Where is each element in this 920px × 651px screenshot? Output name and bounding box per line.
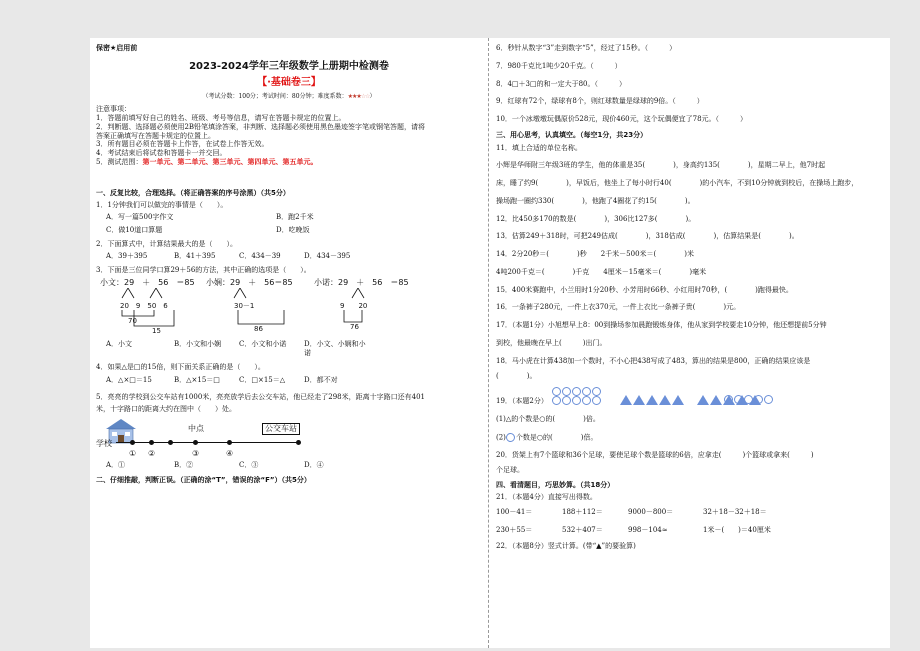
fill-question: 13．估算249＋318时，可把249估成( )，318估成( )，估算结果是( )。 <box>496 232 799 241</box>
option[interactable]: B．小文和小娴 <box>174 339 222 348</box>
option[interactable]: C．小文和小诺 <box>239 339 287 348</box>
fill-question: 12．比450多170的数是( )，306比127多( )。 <box>496 214 696 223</box>
note-line: 1．答题前填写好自己的姓名、班级、考号等信息，请写在答题卡规定的位置上。 <box>96 114 346 122</box>
fill-question: ( )。 <box>496 372 537 381</box>
note-line: 3．所有题目必须在答题卡上作答，在试卷上作答无效。 <box>96 140 269 149</box>
difficulty-stars-icon: ★★★☆☆ <box>347 92 370 100</box>
marker-1: ① <box>129 449 137 459</box>
fill-question: 11．填上合适的单位名称。 <box>496 143 582 152</box>
q5-options <box>96 461 482 470</box>
section-2-heading: 二、仔细推敲，判断正误。（正确的涂“T”，错误的涂“F”）（共5分） <box>96 476 311 484</box>
exam-subtitle: 【·基础卷三】 <box>257 77 321 89</box>
route-line <box>116 442 298 443</box>
right-page <box>496 44 886 550</box>
section-3-heading: 三、用心思考，认真填空。（每空1分，共23分） <box>496 130 648 139</box>
question-5-cont: 米，十字路口的距离大约在图中（ ）处。 <box>96 404 236 413</box>
fill-question: 小辉是华师附三年级3班的学生，他的体重是35( )，身高约135( )，星期二早上，他7时起 <box>496 161 826 170</box>
q3-methods-diagram <box>96 278 482 334</box>
note-line: 答案正确填写在答题卡规定的位置上。 <box>96 131 215 140</box>
question-21: 21．（本题4分）直接写出得数。 <box>496 493 597 502</box>
option[interactable]: B．△×15＝□ <box>174 376 220 384</box>
q4-options <box>96 376 482 385</box>
option[interactable]: C．434－39 <box>239 252 281 261</box>
tf-question: 9．红球有72个，绿球有8个，则红球数量是绿球的9倍。（ ） <box>496 97 704 106</box>
question-22: 22．（本题8分）竖式计算。(带“▲”的要验算) <box>496 541 636 550</box>
fill-question: 床，睡了约9( )，早饭后，他坐上了每小时行40( )的小汽车，不到10分钟就到校后，在操场上跑步， <box>496 179 859 187</box>
column-divider <box>488 38 489 648</box>
option[interactable]: B．② <box>174 461 194 470</box>
tf-question: 8．4□＋3□的和一定大于80。（ ） <box>496 79 626 88</box>
fill-question: 16．一条裤子280元，一件上衣370元，一件上衣比一条裤子贵( )元。 <box>496 303 741 312</box>
midpoint-label: 中点 <box>188 424 204 434</box>
note-line: 4．考试结束后将试卷和答题卡一并交回。 <box>96 149 227 157</box>
point <box>149 440 154 445</box>
option[interactable]: D．434－395 <box>304 252 351 261</box>
question-20: 20．货架上有7个篮球和36个足球，要使足球个数是篮球的6倍，应拿走( )个篮球或拿来( ) <box>496 451 814 459</box>
question-3: 3．下面是三位同学口算29＋56的方法，其中正确的选项是（ ）。 <box>96 266 311 274</box>
note-line: 5．测试范围：第一单元、第二单元、第三单元、第四单元、第五单元。 <box>96 157 318 166</box>
notes-title: 注意事项： <box>96 105 131 114</box>
smiley-figure <box>724 395 774 404</box>
q19-part-1: (1)△的个数是○的( )倍。 <box>496 415 600 423</box>
circles-figure <box>552 387 612 405</box>
q5-route-diagram <box>96 417 482 461</box>
marker-3: ③ <box>192 449 200 459</box>
point <box>193 440 198 445</box>
tf-question: 10．一个冰墩墩玩偶原价528元，现价460元，这个玩偶便宜了78元。（ ） <box>496 115 748 123</box>
fill-question: 14．2分20秒＝( )秒 2千米－500米＝( )米 <box>496 250 695 258</box>
option[interactable]: D．都不对 <box>304 376 338 384</box>
marker-2: ② <box>148 449 156 459</box>
option[interactable]: B．41＋395 <box>174 252 216 261</box>
option[interactable]: A．39＋395 <box>106 252 148 261</box>
option[interactable]: C．□×15＝△ <box>239 376 286 384</box>
secret-label: 保密★启用前 <box>96 44 138 52</box>
question-5: 5．亮亮的学校到公交车站有1000米，亮亮放学后去公交车站，他已经走了298米，距离十字路口还有401 <box>96 392 425 401</box>
note-line: 2．判断题、选择题必须使用2B铅笔填涂答案，非判断、选择题必须使用黑色墨迹签字笔或钢笔答题，请将 <box>96 122 426 131</box>
question-20-cont: 个足球。 <box>496 465 524 474</box>
exam-info: （考试分数：100分；考试时间：80分钟；难度系数：★★★☆☆） <box>202 92 376 100</box>
question-19: 19．（本题2分） <box>496 387 886 411</box>
fill-question: 操场跑一圈约330( )，他跑了4圈花了约15( )。 <box>496 196 695 205</box>
exam-title: 2023-2024学年三年级数学上册期中检测卷 <box>189 60 389 72</box>
calc-row: 100－41＝ 188＋112＝ 9000－800＝ 32＋18－32＋18＝ <box>496 508 767 516</box>
option[interactable]: D．吃晚饭 <box>276 225 310 234</box>
option[interactable]: A．小文 <box>106 339 133 348</box>
method-xiaoxian: 小娴：29 ＋ 56＝85 30－1 86 <box>206 277 293 333</box>
tf-question: 6．秒针从数字“3”走到数字“5”，经过了15秒。（ ） <box>496 44 677 52</box>
marker-4: ④ <box>226 449 234 459</box>
q19-part-2: (2) 个数是○的( )倍。 <box>496 433 598 442</box>
question-4: 4．如果△是□的15倍，则下面关系正确的是（ ）。 <box>96 363 265 372</box>
q3-options <box>96 340 482 358</box>
option[interactable]: A．① <box>106 461 126 470</box>
option[interactable]: A．△×□＝15 <box>106 376 152 384</box>
q1-options <box>96 213 482 235</box>
point <box>296 440 301 445</box>
option[interactable]: C．做10道口算题 <box>106 225 163 234</box>
option[interactable]: D．小文、小娴和小诺 <box>304 339 366 357</box>
option[interactable]: C．③ <box>239 461 259 470</box>
option[interactable]: A．写一篇500字作文 <box>106 213 174 221</box>
fill-question: 到校，他最晚在早上( )出门。 <box>496 338 607 347</box>
fill-question: 17．（本题1分）小旭想早上8：00到操场参加晨跑锻炼身体，他从家到学校要走10分钟，他还想提前5分钟 <box>496 321 827 329</box>
fill-question: 4吨200千克＝( )千克 4厘米－15毫米＝( )毫米 <box>496 267 707 276</box>
tf-question: 7．980千克比1吨少20千克。（ ） <box>496 61 622 70</box>
section-4-heading: 四、看清题目，巧思妙算。（共18分） <box>496 480 615 489</box>
point <box>227 440 232 445</box>
point <box>168 440 173 445</box>
smiley-icon <box>506 433 515 442</box>
left-page <box>96 40 482 485</box>
fill-question: 18．马小虎在计算438加一个数时，不小心把438写成了483，算出的结果是800，正确的结果应该是 <box>496 356 811 365</box>
method-xiaowen: 小文：29 ＋ 56 ＝85 20 9 50 6 70 15 <box>100 277 195 335</box>
question-1: 1．1分钟我们可以做完的事情是（ ）。 <box>96 201 228 210</box>
bus-stop-label: 公交车站 <box>262 423 300 435</box>
q2-options <box>96 252 482 261</box>
question-2: 2．下面算式中，计算结果最大的是（ ）。 <box>96 239 237 248</box>
calc-row: 230＋55＝ 532＋407＝ 998－104≈ 1米－( )＝40厘米 <box>496 525 771 534</box>
method-xiaonuo: 小诺：29 ＋ 56 ＝85 9 20 76 <box>314 277 409 331</box>
fill-question: 15．400米赛跑中，小兰用时1分20秒、小芳用时66秒、小红用时70秒，( )跑得最快。 <box>496 285 793 294</box>
option[interactable]: D．④ <box>304 461 324 470</box>
school-label: 学校 <box>96 439 112 449</box>
option[interactable]: B．跑2千米 <box>276 213 314 221</box>
section-1-heading: 一、反复比较，合理选择。（将正确答案的序号涂黑）（共5分） <box>96 188 290 197</box>
